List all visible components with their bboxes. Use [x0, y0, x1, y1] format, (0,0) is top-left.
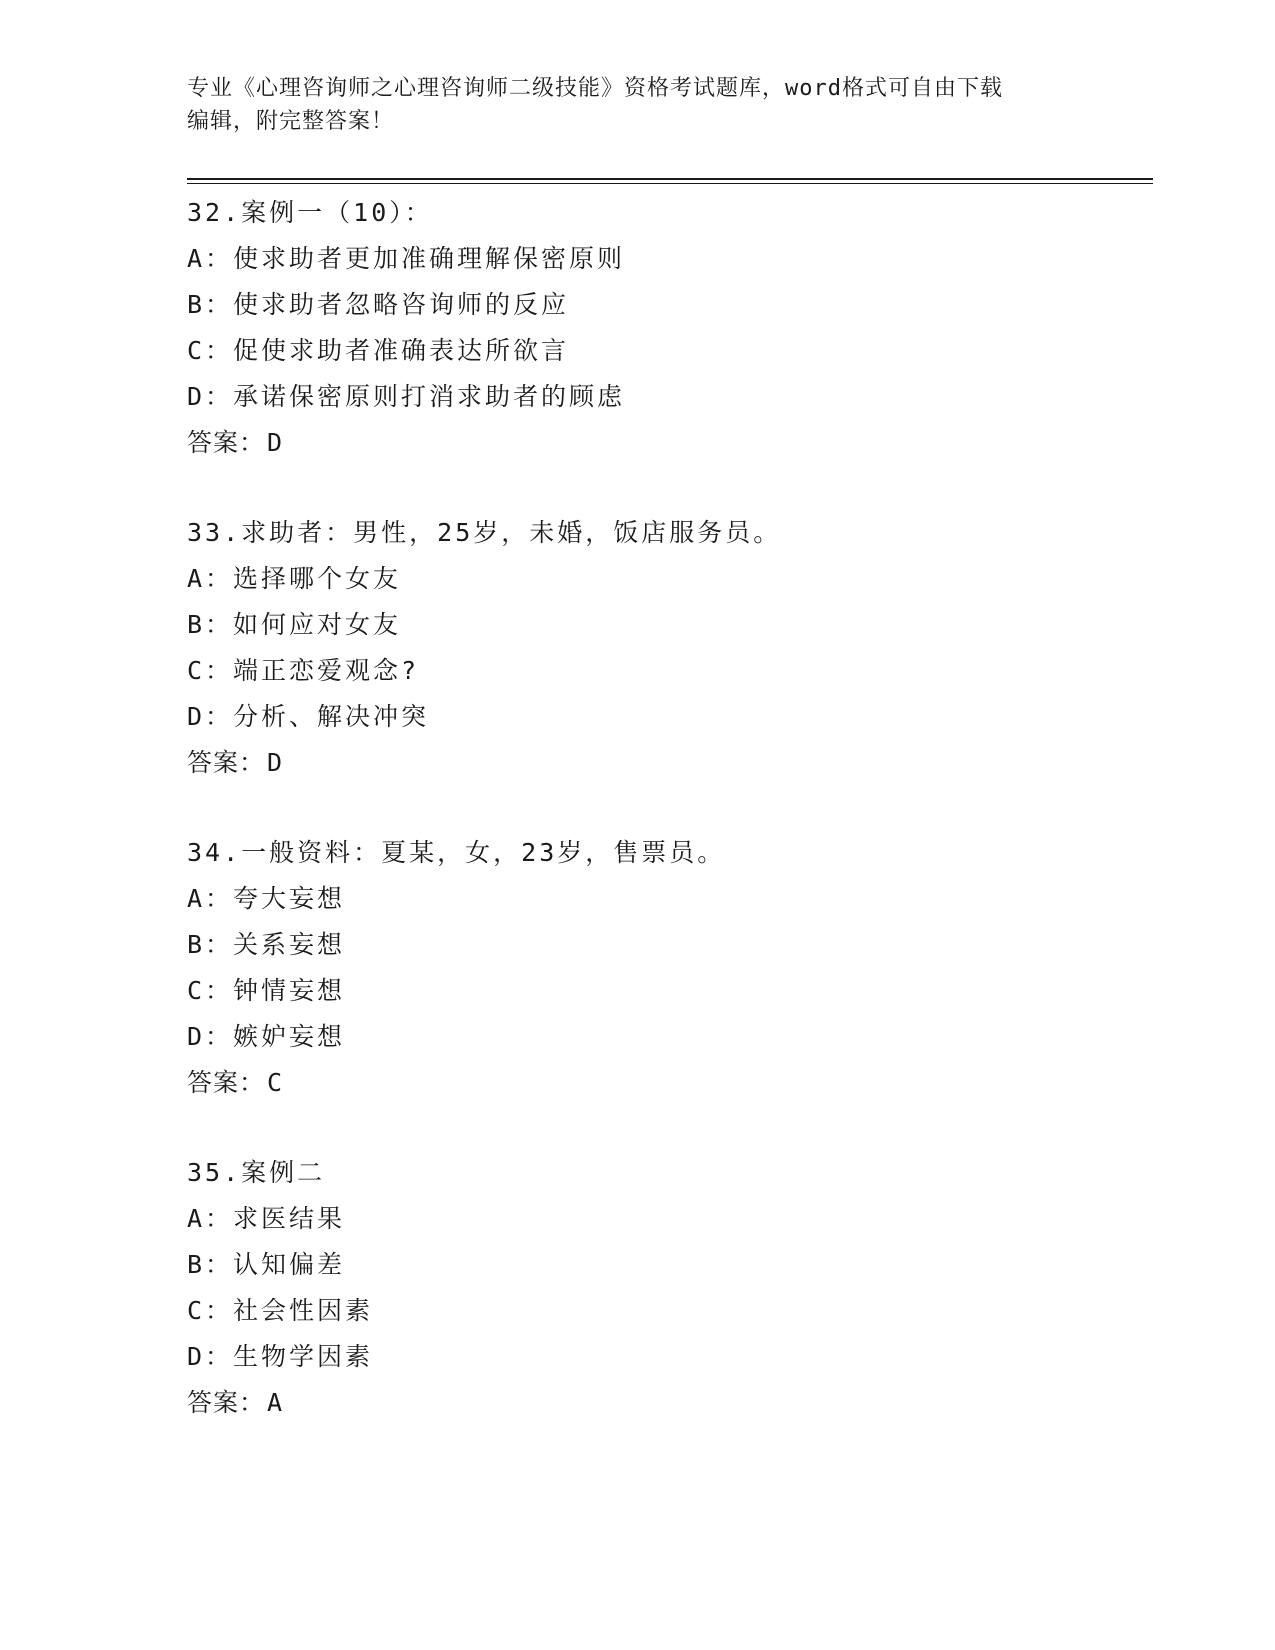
- question-stem: 34.一般资料：夏某，女，23岁，售票员。: [187, 838, 726, 867]
- answer-value: D: [267, 428, 284, 457]
- question-stem: 33.求助者：男性，25岁，未婚，饭店服务员。: [187, 518, 782, 547]
- option-c: C：社会性因素: [187, 1296, 374, 1325]
- intro-text-line-1: 专业《心理咨询师之心理咨询师二级技能》资格考试题库，word格式可自由下载: [187, 76, 1003, 101]
- question-list: [187, 190, 1153, 1470]
- intro-text-line-2: 编辑，附完整答案！: [187, 109, 395, 134]
- option-d: D：嫉妒妄想: [187, 1022, 346, 1051]
- document-header: [187, 72, 1087, 138]
- header-divider-thick: [187, 178, 1153, 180]
- question-stem: 32.案例一（10）：: [187, 198, 433, 227]
- question-stem: 35.案例二: [187, 1158, 326, 1187]
- answer-label: 答案：: [187, 1388, 266, 1417]
- option-b: B：认知偏差: [187, 1250, 346, 1279]
- option-a: A：选择哪个女友: [187, 564, 402, 593]
- answer-label: 答案：: [187, 428, 266, 457]
- option-b: B：如何应对女友: [187, 610, 402, 639]
- answer-value: D: [267, 748, 284, 777]
- question-33: [187, 510, 1153, 786]
- answer-label: 答案：: [187, 748, 266, 777]
- option-b: B：关系妄想: [187, 930, 346, 959]
- question-32: [187, 190, 1153, 466]
- question-35: [187, 1150, 1153, 1426]
- answer-line: [187, 740, 1153, 786]
- answer-label: 答案：: [187, 1068, 266, 1097]
- header-divider-thin: [187, 183, 1153, 184]
- option-a: A：夸大妄想: [187, 884, 346, 913]
- answer-line: [187, 420, 1153, 466]
- answer-line: [187, 1380, 1153, 1426]
- answer-line: [187, 1060, 1153, 1106]
- question-34: [187, 830, 1153, 1106]
- option-c: C：端正恋爱观念?: [187, 656, 420, 685]
- answer-value: A: [267, 1388, 284, 1417]
- option-a: A：求医结果: [187, 1204, 346, 1233]
- option-b: B：使求助者忽略咨询师的反应: [187, 290, 570, 319]
- option-a: A：使求助者更加准确理解保密原则: [187, 244, 626, 273]
- option-d: D：承诺保密原则打消求助者的顾虑: [187, 382, 626, 411]
- answer-value: C: [267, 1068, 284, 1097]
- option-c: C：钟情妄想: [187, 976, 346, 1005]
- option-c: C：促使求助者准确表达所欲言: [187, 336, 570, 365]
- option-d: D：生物学因素: [187, 1342, 374, 1371]
- option-d: D：分析、解决冲突: [187, 702, 430, 731]
